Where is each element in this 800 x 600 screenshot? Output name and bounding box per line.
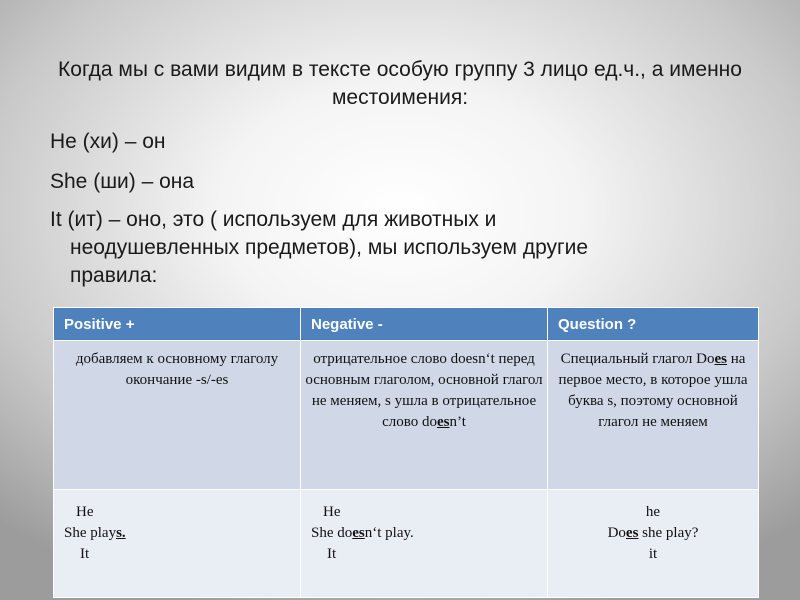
rules-table xyxy=(53,307,759,598)
example-positive-he: He xyxy=(76,504,94,520)
example-question-it: it xyxy=(648,546,658,562)
rule-question-mark: es xyxy=(714,351,727,367)
table-header-row xyxy=(54,308,759,341)
it-line-3: правила: xyxy=(70,264,158,287)
he-line: He (хи) – он xyxy=(50,130,166,153)
rule-question-text: Специальный глагол Do xyxy=(560,351,715,367)
example-positive xyxy=(54,490,301,598)
rule-negative xyxy=(301,341,548,490)
example-negative-he: He xyxy=(323,504,341,520)
example-negative-she: She doesn‘t play. xyxy=(311,525,414,541)
rule-question xyxy=(548,341,759,490)
example-question-does: Does she play? xyxy=(607,525,699,541)
table-row-examples xyxy=(54,490,759,598)
it-line-1: It (ит) – оно, это ( используем для животных и xyxy=(50,208,497,231)
rule-negative-text: отрицательное слово doesn‘t перед основным глаголом, основной глагол не меняем, s ушла в отрицательное слово do xyxy=(305,351,543,430)
it-line-2: неодушевленных предметов), мы используем другие xyxy=(70,236,589,259)
example-positive-she: She plays. xyxy=(64,525,126,541)
header-question: Question ? xyxy=(548,308,759,341)
table-row-rules xyxy=(54,341,759,490)
header-positive: Positive + xyxy=(54,308,301,341)
rule-positive xyxy=(54,341,301,490)
rule-positive-text: добавляем к основному глаголу окончание -s/-es xyxy=(75,351,279,388)
example-negative-it: It xyxy=(327,546,337,562)
header-negative: Negative - xyxy=(301,308,548,341)
rule-negative-mark: es xyxy=(436,414,450,430)
she-line: She (ши) – она xyxy=(50,170,195,193)
example-question-he: he xyxy=(645,504,661,520)
example-question xyxy=(548,490,759,598)
rule-question-tail: на первое место, в которое ушла буква s, поэтому основной глагол не меняем xyxy=(558,351,748,430)
it-line xyxy=(50,206,650,290)
intro-text: Когда мы с вами видим в тексте особую группу 3 лицо ед.ч., а именно местоимения: xyxy=(58,58,742,109)
example-positive-it: It xyxy=(80,546,90,562)
rule-negative-tail: n’t xyxy=(449,414,466,430)
example-negative xyxy=(301,490,548,598)
